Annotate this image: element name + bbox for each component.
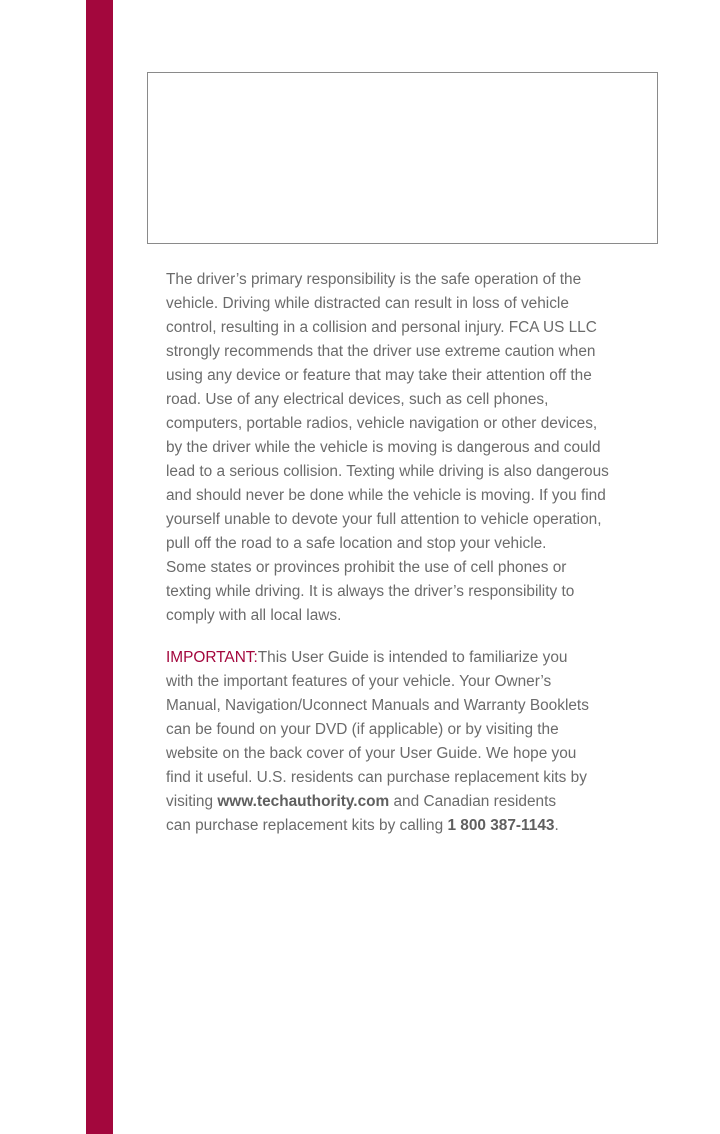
calling-prefix-text: can purchase replacement kits by calling [166,817,448,834]
disclaimer-line: comply with all local laws. [166,607,342,624]
important-line: Manual, Navigation/Uconnect Manuals and Warranty Booklets [166,697,589,714]
document-body [166,268,646,838]
phone-number: 1 800 387-1143 [447,817,555,834]
paragraph-spacer [166,628,646,646]
disclaimer-line: control, resulting in a collision and personal injury. FCA US LLC [166,319,597,336]
disclaimer-line: computers, portable radios, vehicle navigation or other devices, [166,415,598,432]
important-line: with the important features of your vehicle. Your Owner’s [166,673,552,690]
techauthority-website-link[interactable]: www.techauthority.com [217,793,390,810]
important-line: can be found on your DVD (if applicable) or by visiting the [166,721,559,738]
disclaimer-paragraph [166,268,646,628]
disclaimer-line: lead to a serious collision. Texting while driving is also dangerous [166,463,609,480]
visiting-prefix-text: visiting [166,793,218,810]
disclaimer-line: texting while driving. It is always the driver’s responsibility to [166,583,575,600]
blank-frame-box [147,72,658,244]
disclaimer-line: road. Use of any electrical devices, such as cell phones, [166,391,549,408]
important-intro-text: This User Guide is intended to familiarize you [257,649,568,666]
important-line: website on the back cover of your User Guide. We hope you [166,745,577,762]
disclaimer-line: using any device or feature that may take their attention off the [166,367,592,384]
important-line [166,790,646,814]
disclaimer-line: strongly recommends that the driver use extreme caution when [166,343,596,360]
disclaimer-line: vehicle. Driving while distracted can result in loss of vehicle [166,295,569,312]
accent-sidebar-bar [86,0,113,1134]
disclaimer-line: The driver’s primary responsibility is the safe operation of the [166,271,582,288]
important-label: IMPORTANT: [166,649,258,666]
important-line [166,646,646,670]
disclaimer-line: Some states or provinces prohibit the use of cell phones or [166,559,567,576]
disclaimer-line: and should never be done while the vehicle is moving. If you find [166,487,606,504]
important-paragraph [166,646,646,838]
disclaimer-line: yourself unable to devote your full attention to vehicle operation, [166,511,602,528]
visiting-suffix-text: and Canadian residents [389,793,557,810]
disclaimer-line: pull off the road to a safe location and stop your vehicle. [166,535,547,552]
important-line: find it useful. U.S. residents can purchase replacement kits by [166,769,587,786]
important-line [166,814,646,838]
disclaimer-line: by the driver while the vehicle is moving is dangerous and could [166,439,601,456]
calling-suffix-text: . [554,817,559,834]
